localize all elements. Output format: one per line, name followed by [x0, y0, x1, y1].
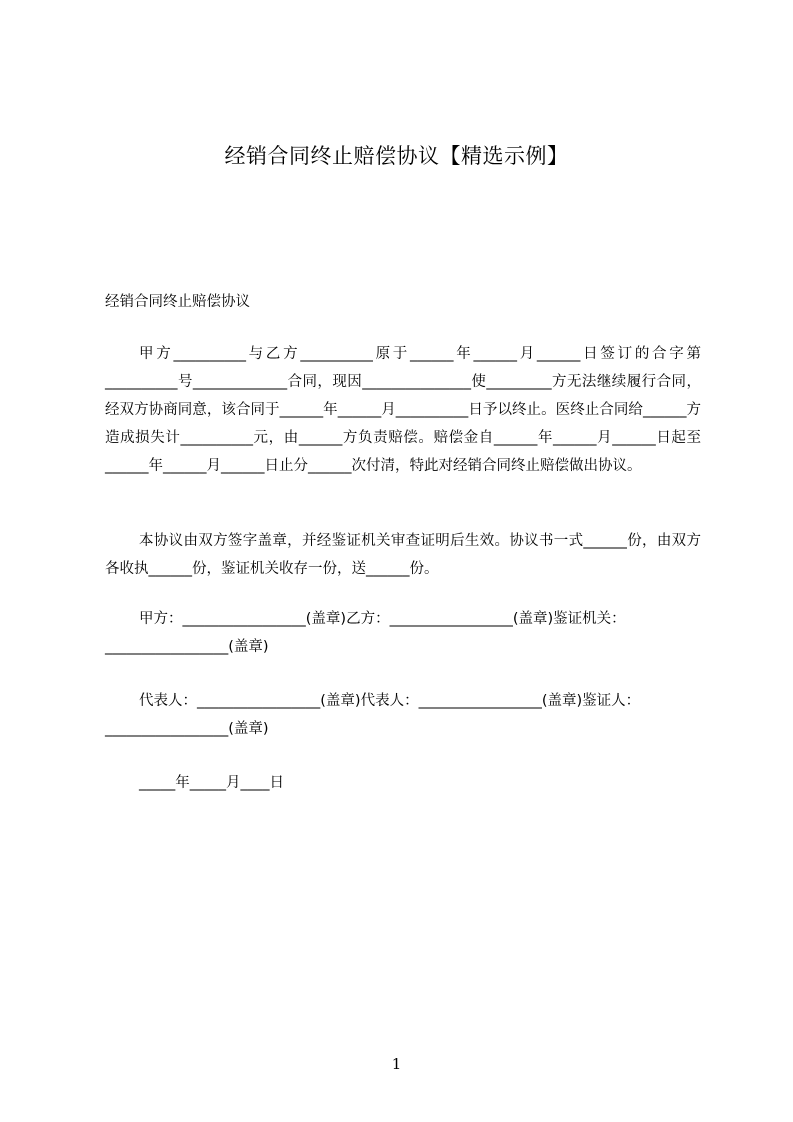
paragraph-terms: 甲方__________与乙方__________原于______年______月______日签订的合字第__________号_____________合同，现因_______________使_________方无法继续履行合同，经双方协商同意，该合同于______年______月__________日予以终止。医终止合同给______方造成损失计__________元，由______方负责赔偿。赔偿金自______年______月______日起至______年______月______日止分______次付清，特此对经销合同终止赔偿做出协议。: [105, 346, 701, 474]
agreement-subtitle: 经销合同终止赔偿协议: [105, 294, 250, 310]
document-title: 经销合同终止赔偿协议【精选示例】: [224, 144, 569, 168]
paragraph-party-signatures: 甲方：_________________(盖章)乙方：_________________(盖章)鉴证机关：_________________(盖章): [105, 611, 626, 655]
page-number: 1: [391, 1055, 402, 1073]
paragraph-representative-signatures: 代表人：_________________(盖章)代表人：_________________(盖章)鉴证人：_________________(盖章): [105, 693, 641, 737]
paragraph-effectiveness: 本协议由双方签字盖章，并经鉴证机关审查证明后生效。协议书一式______份，由双方各收执______份，鉴证机关收存一份，送______份。: [105, 533, 701, 577]
paragraph-date: _____年_____月____日: [139, 775, 284, 791]
